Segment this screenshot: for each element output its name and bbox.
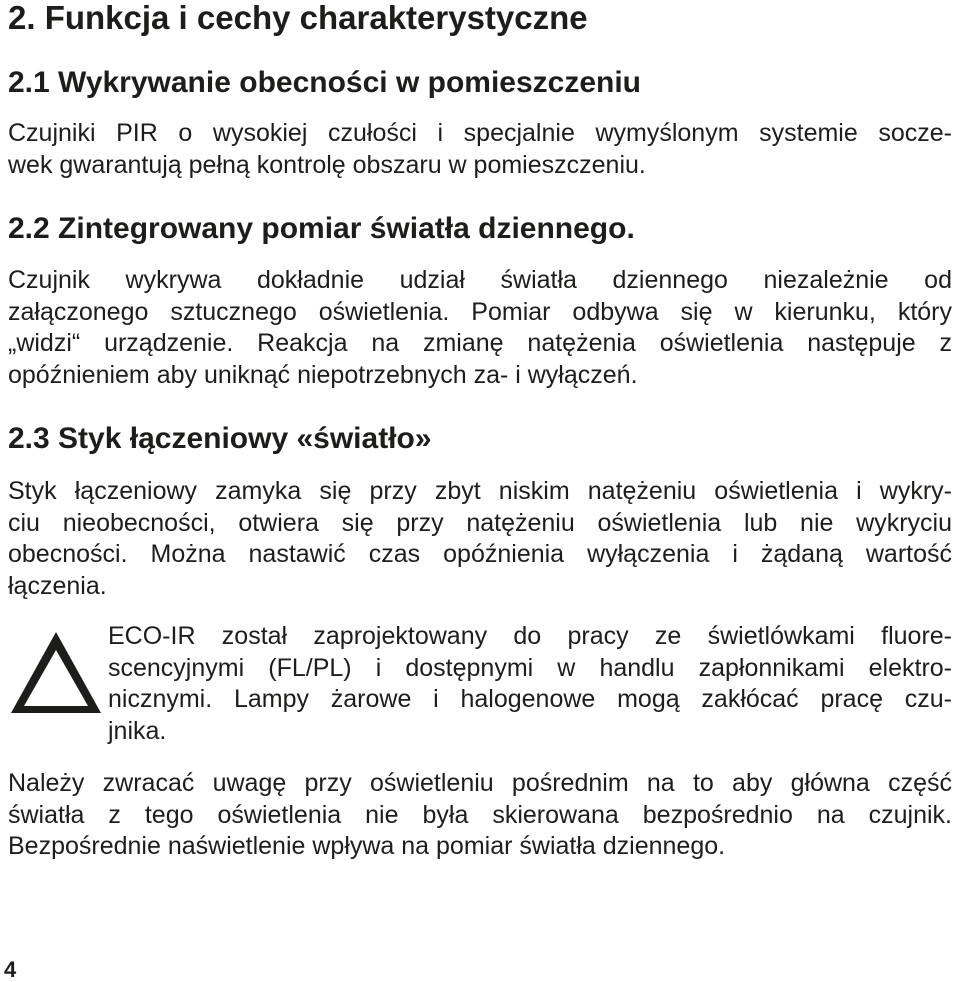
text-line: ciu nieobecności, otwiera się przy natężeniu oświetlenia lub nie wykryciu [8,508,952,537]
section-heading-2-3: 2.3 Styk łączeniowy «światło» [8,422,432,455]
text-line: Czujniki PIR o wysokiej czułości i specjalnie wymyślonym systemie socze- [8,119,952,147]
text-line: Należy zwracać uwagę przy oświetleniu pośrednim na to aby główna część [8,769,952,797]
warning-triangle-icon [8,628,104,716]
section-paragraph-2-1 [8,118,952,181]
warning-note [108,621,952,747]
text-line: łączenia. [8,571,107,600]
text-line: załączonego sztucznego oświetlenia. Pomiar odbywa się w kierunku, który [8,297,952,326]
text-line: Styk łączeniowy zamyka się przy zbyt niskim natężeniu oświetlenia i wykry- [8,477,952,505]
text-line: Bezpośrednie naświetlenie wpływa na pomiar światła dziennego. [8,832,726,860]
text-line: światła z tego oświetlenia nie była skierowana bezpośrednio na czujnik. [8,800,952,829]
section-paragraph-2-3 [8,476,952,602]
indirect-lighting-note [8,768,952,863]
section-heading-2-1: 2.1 Wykrywanie obecności w pomieszczeniu [8,66,642,99]
section-heading-2-2: 2.2 Zintegrowany pomiar światła dziennego. [8,212,635,245]
section-paragraph-2-2 [8,265,952,391]
text-line: scencyjnymi (FL/PL) i dostępnymi w handlu zapłonnikami elektro- [108,653,952,682]
text-line: nicznymi. Lampy żarowe i halogenowe mogą zakłócać pracę czu- [108,685,952,713]
text-line: Czujnik wykrywa dokładnie udział światła dziennego niezależnie od [8,266,952,294]
text-line: „widzi“ urządzenie. Reakcja na zmianę natężenia oświetlenia następuje z [8,329,952,357]
text-line: wek gwarantują pełną kontrolę obszaru w pomieszczeniu. [8,150,646,179]
text-line: opóźnieniem aby uniknąć niepotrzebnych za- i wyłączeń. [8,360,638,389]
text-line: jnika. [108,716,167,745]
main-heading: 2. Funkcja i cechy charakterystyczne [8,0,588,36]
text-line: ECO-IR został zaprojektowany do pracy ze świetlówkami fluore- [108,622,952,650]
page-number: 4 [4,957,17,982]
text-line: obecności. Można nastawić czas opóźnienia wyłączenia i żądaną wartość [8,540,952,568]
